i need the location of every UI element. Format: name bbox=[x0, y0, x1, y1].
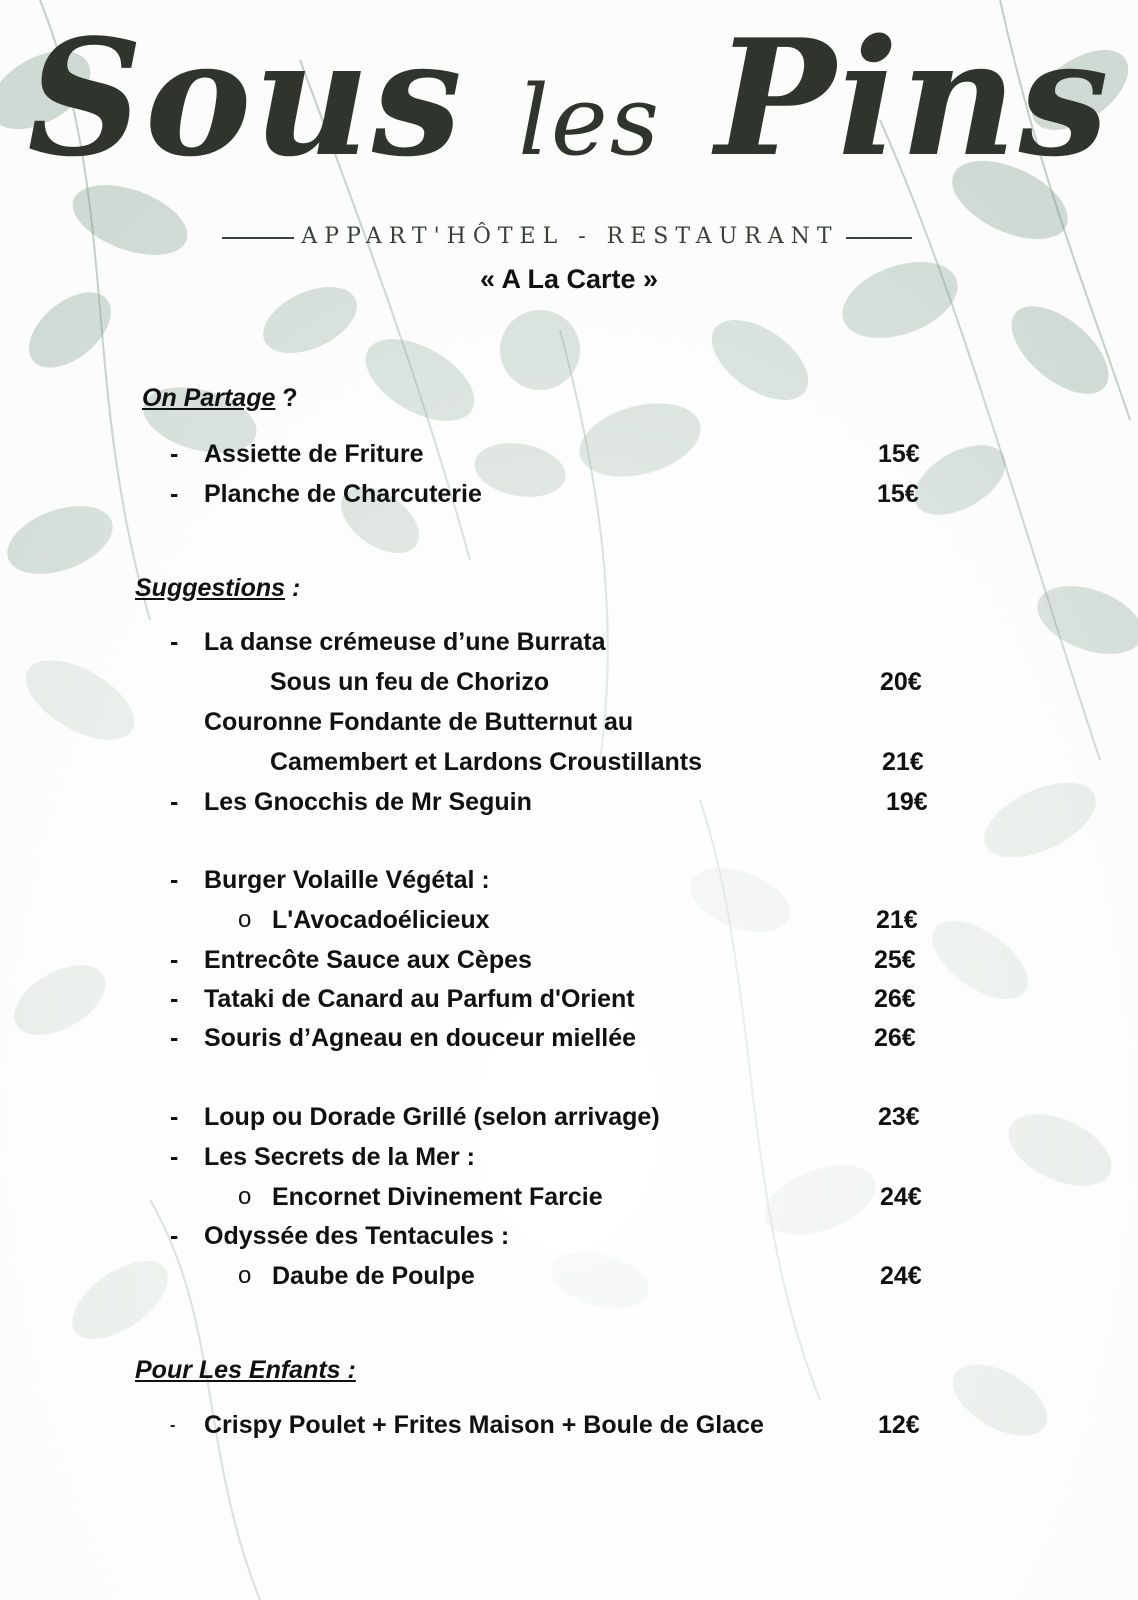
item-name: Encornet Divinement Farcie bbox=[272, 1183, 603, 1211]
menu-item-secrets bbox=[170, 1143, 930, 1177]
item-price: 23€ bbox=[878, 1103, 920, 1131]
item-name: Assiette de Friture bbox=[204, 440, 424, 468]
menu-item-charcuterie bbox=[170, 480, 930, 514]
menu-item-avocado bbox=[238, 906, 738, 940]
item-name: Souris d’Agneau en douceur miellée bbox=[204, 1024, 637, 1052]
menu-item-burrata-line2 bbox=[270, 668, 770, 702]
logo-word-pins: Pins bbox=[715, 4, 1111, 192]
item-dash: - bbox=[170, 788, 179, 816]
item-bullet: o bbox=[238, 1262, 252, 1289]
item-name: Sous un feu de Chorizo bbox=[270, 668, 550, 696]
item-price: 20€ bbox=[880, 668, 922, 696]
item-name: Crispy Poulet + Frites Maison + Boule de Glace bbox=[204, 1411, 764, 1439]
menu-item-loup bbox=[170, 1103, 930, 1137]
menu-item-tataki bbox=[170, 985, 930, 1019]
item-dash: - bbox=[170, 946, 179, 974]
item-name: Entrecôte Sauce aux Cèpes bbox=[204, 946, 532, 974]
item-name: L'Avocadoélicieux bbox=[272, 906, 490, 934]
brand-subtitle bbox=[222, 222, 912, 252]
item-dash: - bbox=[170, 1024, 179, 1052]
item-price: 26€ bbox=[874, 985, 916, 1013]
item-name: Planche de Charcuterie bbox=[204, 480, 482, 508]
item-name: Les Gnocchis de Mr Seguin bbox=[204, 788, 532, 816]
section-title-enfants-text: Pour Les Enfants : bbox=[135, 1356, 356, 1384]
item-name: Burger Volaille Végétal : bbox=[204, 866, 490, 894]
menu-item-odyssee bbox=[170, 1222, 930, 1256]
item-price: 24€ bbox=[880, 1183, 922, 1211]
subtitle-rule-left bbox=[222, 237, 294, 239]
menu-item-butternut bbox=[204, 708, 804, 742]
item-name: La danse crémeuse d’une Burrata bbox=[204, 628, 606, 656]
item-dash: - bbox=[170, 1222, 179, 1250]
brand-subtitle-text: APPART'HÔTEL - RESTAURANT bbox=[301, 224, 839, 249]
item-bullet: o bbox=[238, 906, 252, 933]
menu-item-friture bbox=[170, 440, 930, 474]
item-price: 12€ bbox=[878, 1411, 920, 1439]
item-bullet: o bbox=[238, 1183, 252, 1210]
section-title-partage-suffix: ? bbox=[275, 384, 298, 412]
section-title-suggestions-suffix: : bbox=[285, 574, 301, 602]
item-name: Camembert et Lardons Croustillants bbox=[270, 748, 703, 776]
section-title-partage bbox=[142, 384, 298, 413]
item-price: 26€ bbox=[874, 1024, 916, 1052]
item-dash: - bbox=[170, 1417, 176, 1434]
logo-word-les: les bbox=[518, 65, 661, 177]
subtitle-rule-right bbox=[846, 237, 912, 239]
item-price: 24€ bbox=[880, 1262, 922, 1290]
menu-item-daube bbox=[238, 1262, 738, 1296]
item-name: Couronne Fondante de Butternut au bbox=[204, 708, 634, 736]
menu-item-crispy bbox=[170, 1411, 930, 1445]
item-price: 25€ bbox=[874, 946, 916, 974]
menu-item-burrata bbox=[170, 628, 930, 662]
section-title-suggestions bbox=[135, 574, 300, 603]
logo-word-sous: Sous bbox=[27, 4, 464, 192]
item-name: Les Secrets de la Mer : bbox=[204, 1143, 475, 1171]
item-dash: - bbox=[170, 628, 179, 656]
section-title-partage-text: On Partage bbox=[142, 384, 276, 412]
menu-title: « A La Carte » bbox=[479, 264, 659, 294]
menu-item-butternut-line2 bbox=[270, 748, 830, 782]
menu-item-burger bbox=[170, 866, 930, 900]
menu-item-gnocchis bbox=[170, 788, 930, 822]
item-price: 19€ bbox=[886, 788, 928, 816]
menu-item-entrecote bbox=[170, 946, 930, 980]
section-title-suggestions-text: Suggestions bbox=[135, 574, 286, 602]
menu-item-souris bbox=[170, 1024, 930, 1058]
item-dash: - bbox=[170, 1143, 179, 1171]
item-price: 21€ bbox=[876, 906, 918, 934]
item-dash: - bbox=[170, 440, 179, 468]
section-title-enfants bbox=[135, 1356, 356, 1385]
item-price: 15€ bbox=[878, 440, 920, 468]
item-name: Loup ou Dorade Grillé (selon arrivage) bbox=[204, 1103, 660, 1131]
item-dash: - bbox=[170, 1103, 179, 1131]
menu-item-encornet bbox=[238, 1183, 738, 1217]
item-price: 21€ bbox=[882, 748, 924, 776]
item-name: Tataki de Canard au Parfum d'Orient bbox=[204, 985, 635, 1013]
item-dash: - bbox=[170, 866, 179, 894]
item-name: Odyssée des Tentacules : bbox=[204, 1222, 510, 1250]
item-dash: - bbox=[170, 480, 179, 508]
item-name: Daube de Poulpe bbox=[272, 1262, 475, 1290]
item-dash: - bbox=[170, 985, 179, 1013]
item-price: 15€ bbox=[877, 480, 919, 508]
